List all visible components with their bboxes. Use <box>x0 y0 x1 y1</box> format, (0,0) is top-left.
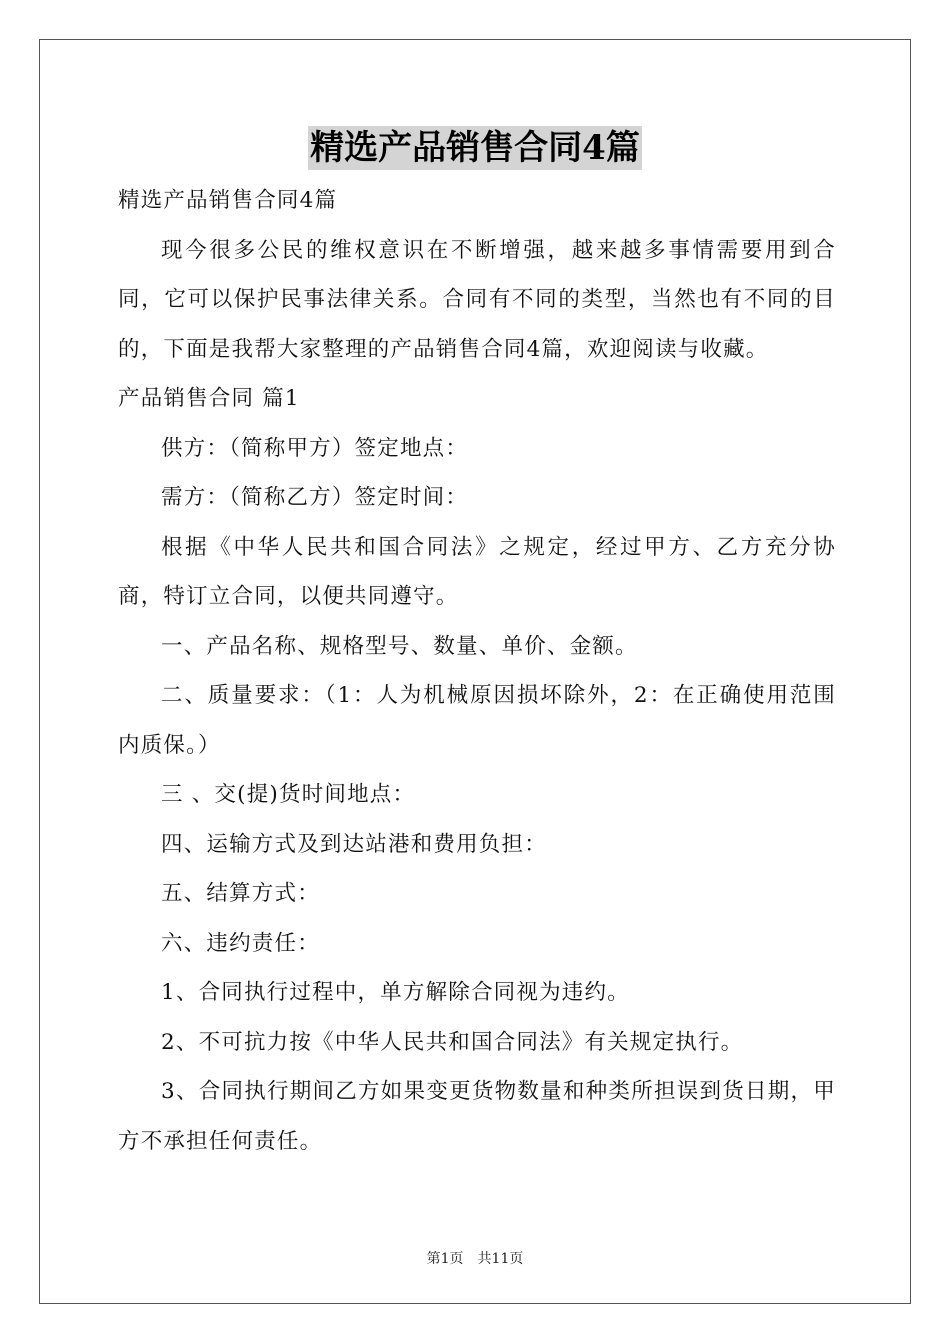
document-title: 精选产品销售合同4篇 <box>310 128 640 168</box>
paragraph: 一、产品名称、规格型号、数量、单价、金额。 <box>161 633 638 659</box>
paragraph: 1、合同执行过程中，单方解除合同视为违约。 <box>161 980 630 1005</box>
document-body <box>118 176 836 1166</box>
paragraph: 供方：（简称甲方）签定地点： <box>161 435 469 461</box>
paragraph: 二、质量要求：（1：人为机械原因损坏除外，2：在正确使用范围内质保。） <box>118 683 836 758</box>
paragraph: 六、违约责任： <box>161 930 320 956</box>
paragraph: 需方：（简称乙方）签定时间： <box>161 485 469 510</box>
paragraph: 产品销售合同 篇1 <box>118 386 300 411</box>
page-number: 第1页 <box>426 1251 464 1267</box>
paragraph: 四、运输方式及到达站港和费用负担： <box>161 831 547 857</box>
title-container <box>0 126 950 170</box>
paragraph: 现今很多公民的维权意识在不断增强，越来越多事情需要用到合同，它可以保护民事法律关系。合同有不同的类型，当然也有不同的目的，下面是我帮大家整理的产品销售合同4篇，欢迎阅读与收藏。 <box>118 237 836 362</box>
paragraph: 2、不可抗力按《中华人民共和国合同法》有关规定执行。 <box>161 1029 744 1055</box>
paragraph: 精选产品销售合同4篇 <box>118 188 338 213</box>
paragraph: 三 、交(提)货时间地点： <box>161 782 416 807</box>
page-total: 共11页 <box>477 1251 524 1267</box>
paragraph: 3、合同执行期间乙方如果变更货物数量和种类所担误到货日期，甲方不承担任何责任。 <box>118 1079 836 1154</box>
paragraph: 根据《中华人民共和国合同法》之规定，经过甲方、乙方充分协商，特订立合同，以便共同遵守。 <box>118 534 836 609</box>
page-footer <box>0 1248 950 1268</box>
paragraph: 五、结算方式： <box>161 881 320 906</box>
